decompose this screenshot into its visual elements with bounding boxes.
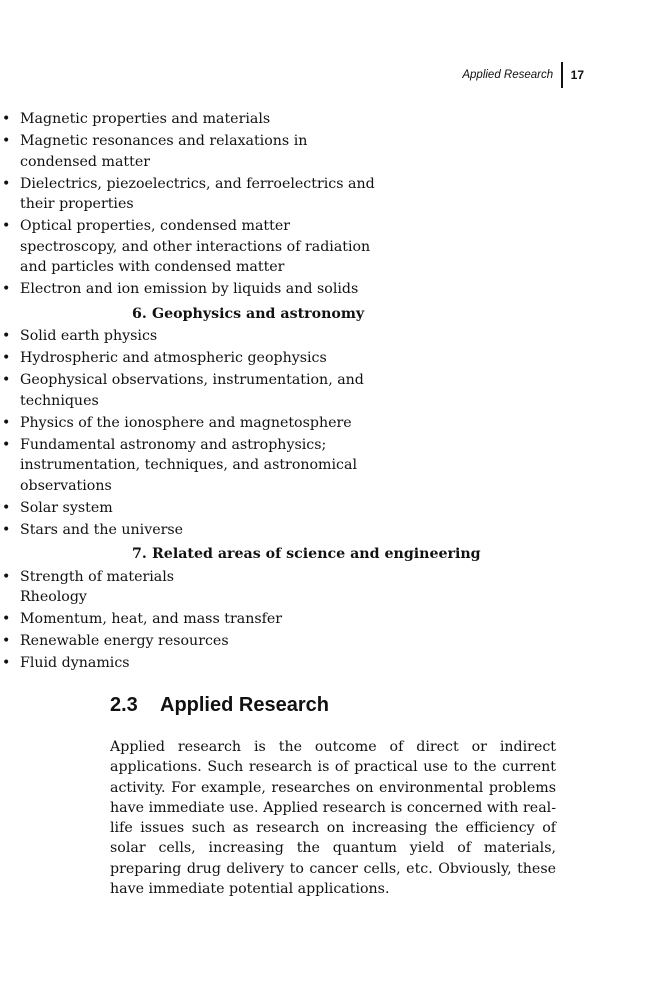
subsection-heading: [110, 694, 329, 717]
section-heading-6: [132, 304, 666, 325]
list-item: • Momentum, heat, and mass transfer: [0, 609, 380, 630]
body-paragraph: Applied research is the outcome of direct or indirect applications. Such research is of practical use to the current activity. For example, researches on environmental problems have immediate use. Applied research is concerned with real-life issues such as research on increasing the efficiency of solar cells, increasing the quantum yield of materials, preparing drug delivery to cancer cells, etc. Obviously, these have immediate potential applications.: [110, 739, 556, 898]
page-number: 17: [570, 68, 584, 82]
section-title: Related areas of science and engineering: [152, 546, 481, 562]
list-item: • Magnetic resonances and relaxations in condensed matter: [0, 131, 380, 172]
list-item: • Renewable energy resources: [0, 631, 380, 652]
running-head-divider: [561, 62, 563, 88]
list-item: • Geophysical observations, instrumentation, and techniques: [0, 370, 380, 411]
list-item-line: Rheology: [20, 589, 87, 605]
bullet-list-section-6: [0, 326, 380, 540]
list-item: • Physics of the ionosphere and magnetosphere: [0, 413, 380, 434]
bullet-list-continued: [0, 109, 380, 300]
list-item: • Dielectrics, piezoelectrics, and ferroelectrics and their properties: [0, 174, 380, 215]
subsection-title: Applied Research: [160, 694, 329, 716]
list-item: • Magnetic properties and materials: [0, 109, 380, 130]
section-title: Geophysics and astronomy: [152, 305, 365, 322]
list-item: • Stars and the universe: [0, 520, 380, 541]
list-item: • Electron and ion emission by liquids and solids: [0, 279, 380, 300]
list-item: [0, 567, 380, 608]
list-item: • Hydrospheric and atmospheric geophysics: [0, 348, 380, 369]
running-head-title: Applied Research: [462, 69, 554, 81]
section-number: 7.: [132, 546, 147, 562]
list-item: • Solar system: [0, 498, 380, 519]
section-heading-7: [132, 544, 666, 565]
bullet-list-section-7: [0, 567, 380, 674]
subsection-number: 2.3: [110, 694, 138, 716]
list-item: • Optical properties, condensed matter spectroscopy, and other interactions of radiation and particles with condensed matter: [0, 216, 380, 278]
running-head: [462, 62, 584, 88]
section-number: 6.: [132, 305, 147, 322]
list-item: • Fundamental astronomy and astrophysics; instrumentation, techniques, and astronomical observations: [0, 435, 380, 497]
content-list-area: [0, 109, 666, 675]
list-item: • Solid earth physics: [0, 326, 380, 347]
list-item-line: • Strength of materials: [20, 568, 175, 585]
list-item: • Fluid dynamics: [0, 653, 380, 674]
